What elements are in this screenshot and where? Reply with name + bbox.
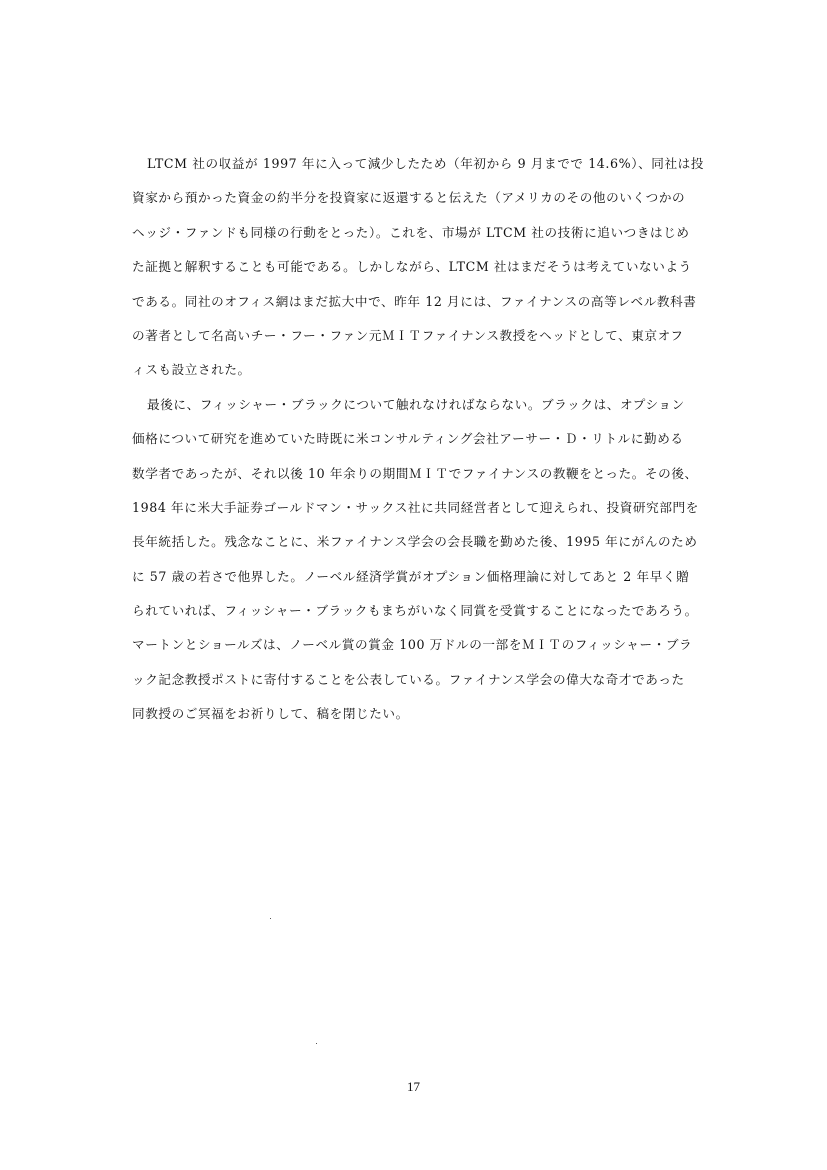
- text-line: 1984 年に米大手証券ゴールドマン・サックス社に共同経営者として迎えられ、投資研究部門を: [132, 499, 699, 515]
- text-line: 資家から預かった資金の約半分を投資家に返還すると伝えた（アメリカのその他のいくつかの: [132, 190, 686, 206]
- text-line: の著者として名高いチー・フー・ファン元ＭＩＴファイナンス教授をヘッドとして、東京オフ: [132, 327, 684, 343]
- scan-speck: [270, 918, 271, 919]
- text-line: 数学者であったが、それ以後 10 年余りの期間ＭＩＴでファイナンスの教鞭をとった。その後、: [132, 465, 698, 481]
- scan-speck: [316, 1043, 317, 1044]
- text-line: 最後に、フィッシャー・ブラックについて触れなければならない。ブラックは、オプション: [147, 396, 685, 412]
- text-line: 価格について研究を進めていた時既に米コンサルティング会社アーサー・Ｄ・リトルに勤める: [132, 431, 684, 447]
- page-number: 17: [407, 1079, 420, 1094]
- text-line: ヘッジ・ファンドも同様の行動をとった）。これを、市場が LTCM 社の技術に追いつきはじめ: [132, 224, 690, 240]
- text-line: マートンとショールズは、ノーベル賞の賞金 100 万ドルの一部をＭＩＴのフィッシャー・ブラ: [132, 637, 693, 653]
- text-line: LTCM 社の収益が 1997 年に入って減少したため（年初から 9 月までで 14.6%）、同社は投: [147, 156, 705, 171]
- paragraph-fischer-black: [132, 388, 728, 732]
- text-line: 長年統括した。残念なことに、米ファイナンス学会の会長職を勤めた後、1995 年にがんのため: [132, 534, 698, 550]
- text-line: 同教授のご冥福をお祈りして、稿を閉じたい。: [132, 706, 409, 722]
- body-text: [132, 147, 728, 732]
- text-line: である。同社のオフィス網はまだ拡大中で、昨年 12 月には、ファイナンスの高等レベル教科書: [132, 293, 697, 309]
- text-line: られていれば、フィッシャー・ブラックもまちがいなく同賞を受賞することになったであろう。: [132, 603, 698, 619]
- text-line: ック記念教授ポストに寄付することを公表している。ファイナンス学会の偉大な奇才であった: [132, 671, 685, 687]
- paragraph-ltcm: [132, 147, 728, 388]
- text-line: に 57 歳の若さで他界した。ノーベル経済学賞がオプション価格理論に対してあと 2 年早く贈: [132, 568, 690, 584]
- text-line: ィスも設立された。: [132, 362, 251, 378]
- text-line: た証拠と解釈することも可能である。しかしながら、LTCM 社はまだそうは考えていないよう: [132, 259, 692, 275]
